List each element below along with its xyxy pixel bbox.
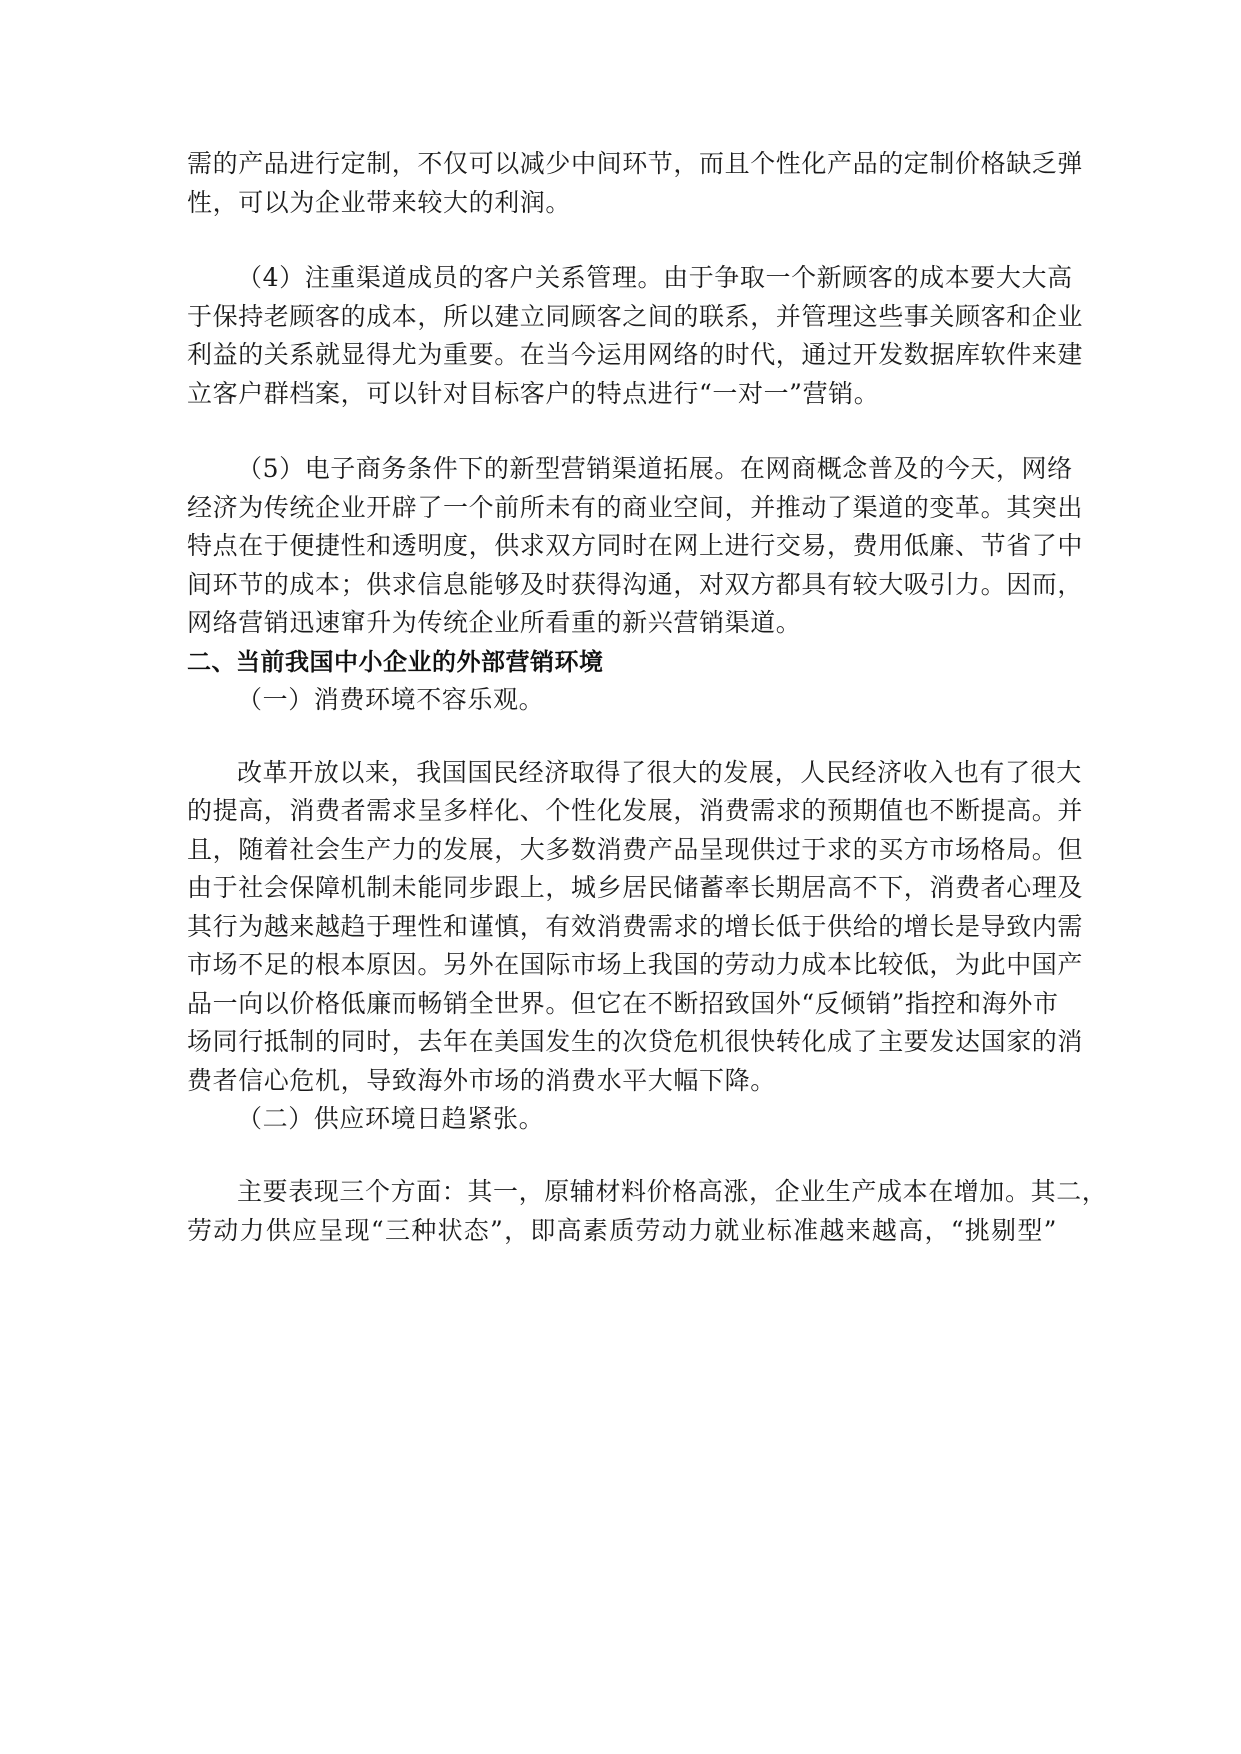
document-body [187, 145, 1108, 1250]
text-line: 性，可以为企业带来较大的利润。 [187, 187, 572, 217]
text-line: 品一向以价格低廉而畅销全世界。但它在不断招致国外“反倾销”指控和海外市 [187, 988, 1059, 1018]
text-line: 主要表现三个方面：其一，原辅材料价格高涨，企业生产成本在增加。其二， [237, 1177, 1108, 1206]
text-line: 利益的关系就显得尤为重要。在当今运用网络的时代，通过开发数据库软件来建 [187, 340, 1084, 369]
subsection-heading-consumption: （一）消费环境不容乐观。 [237, 684, 545, 714]
text-line: 场同行抵制的同时，去年在美国发生的次贷危机很快转化成了主要发达国家的消 [187, 1027, 1084, 1056]
text-line: 经济为传统企业开辟了一个前所未有的商业空间，并推动了渠道的变革。其突出 [187, 492, 1084, 522]
text-line: 费者信心危机，导致海外市场的消费水平大幅下降。 [187, 1065, 776, 1095]
paragraph-consumption-environment [187, 754, 1084, 1101]
text-line: 市场不足的根本原因。另外在国际市场上我国的劳动力成本比较低，为此中国产 [187, 950, 1084, 979]
text-line: 立客户群档案，可以针对目标客户的特点进行“一对一”营销。 [187, 378, 880, 408]
text-line: 于保持老顾客的成本，所以建立同顾客之间的联系，并管理这些事关顾客和企业 [187, 301, 1084, 331]
text-line: 间环节的成本；供求信息能够及时获得沟通，对双方都具有较大吸引力。因而， [187, 569, 1084, 599]
text-line: 的提高，消费者需求呈多样化、个性化发展，消费需求的预期值也不断提高。并 [187, 796, 1084, 825]
text-line: 其行为越来越趋于理性和谨慎，有效消费需求的增长低于供给的增长是导致内需 [187, 911, 1084, 941]
text-line: （4）注重渠道成员的客户关系管理。由于争取一个新顾客的成本要大大高 [237, 263, 1073, 292]
paragraph-customization-continued [187, 145, 1084, 222]
text-line: （5）电子商务条件下的新型营销渠道拓展。在网商概念普及的今天，网络 [237, 454, 1073, 483]
text-line: 劳动力供应呈现“三种状态”，即高素质劳动力就业标准越来越高，“挑剔型” [187, 1215, 1057, 1245]
text-line: 由于社会保障机制未能同步跟上，城乡居民储蓄率长期居高不下，消费者心理及 [187, 873, 1084, 902]
text-line: 网络营销迅速窜升为传统企业所看重的新兴营销渠道。 [187, 608, 802, 637]
text-line: 需的产品进行定制，不仅可以减少中间环节，而且个性化产品的定制价格缺乏弹 [187, 149, 1084, 178]
text-line: 特点在于便捷性和透明度，供求双方同时在网上进行交易，费用低廉、节省了中 [187, 531, 1084, 560]
subsection-heading-supply: （二）供应环境日趋紧张。 [237, 1104, 545, 1133]
paragraph-supply-environment [187, 1173, 1108, 1250]
text-line: 改革开放以来，我国国民经济取得了很大的发展，人民经济收入也有了很大 [237, 757, 1082, 787]
section-heading: 二、当前我国中小企业的外部营销环境 [187, 647, 604, 676]
paragraph-customer-relationship [187, 259, 1084, 413]
paragraph-ecommerce-channels [187, 450, 1084, 643]
text-line: 且，随着社会生产力的发展，大多数消费产品呈现供过于求的买方市场格局。但 [187, 834, 1084, 864]
